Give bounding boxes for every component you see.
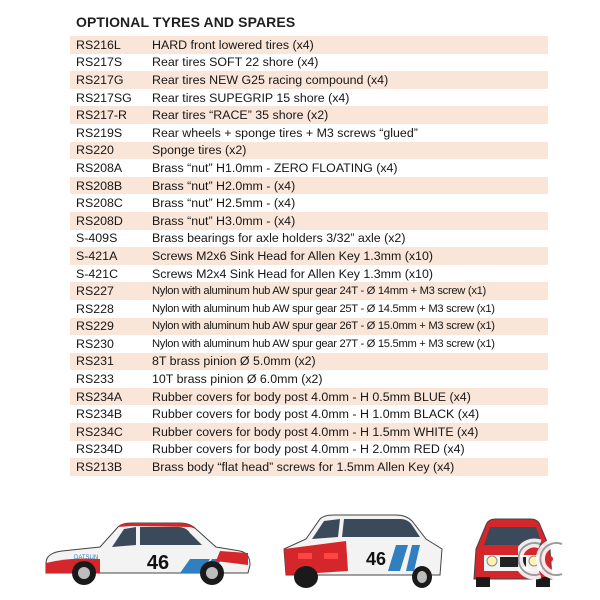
race-number: 46 (146, 552, 170, 574)
table-row (70, 124, 548, 142)
part-description: Rubber covers for body post 4.0mm - H 1.0mm BLACK (x4) (152, 407, 480, 422)
table-row (70, 282, 548, 300)
table-row (70, 142, 548, 160)
part-code: RS233 (76, 372, 114, 387)
part-description: Sponge tires (x2) (152, 143, 247, 158)
section-heading: OPTIONAL TYRES AND SPARES (76, 14, 296, 30)
part-code: RS217G (76, 72, 124, 87)
part-code: RS231 (76, 354, 114, 369)
watermark-logo-icon (518, 536, 580, 582)
part-description: 10T brass pinion Ø 6.0mm (x2) (152, 372, 323, 387)
part-code: RS234A (76, 389, 123, 404)
table-row (70, 212, 548, 230)
table-row (70, 335, 548, 353)
sponsor-decal: DATSUN (74, 555, 99, 561)
part-code: RS208B (76, 178, 123, 193)
table-row (70, 177, 548, 195)
part-code: RS234D (76, 442, 123, 457)
table-row (70, 388, 548, 406)
part-code: S-421A (76, 248, 118, 263)
table-row (70, 458, 548, 476)
car-images (0, 505, 600, 600)
table-row (70, 106, 548, 124)
part-description: Rear tires NEW G25 racing compound (x4) (152, 72, 389, 87)
table-row (70, 36, 548, 54)
part-code: RS229 (76, 319, 114, 334)
part-code: S-421C (76, 266, 119, 281)
part-code: RS217SG (76, 90, 132, 105)
table-row (70, 370, 548, 388)
table-row (70, 194, 548, 212)
parts-table (70, 36, 548, 476)
part-description: 8T brass pinion Ø 5.0mm (x2) (152, 354, 316, 369)
table-row (70, 265, 548, 283)
table-row (70, 159, 548, 177)
table-row (70, 300, 548, 318)
part-description: Brass “nut” H2.0mm - (x4) (152, 178, 296, 193)
part-description: Rear wheels + sponge tires + M3 screws “glued” (152, 125, 418, 140)
part-description: Rear tires SUPEGRIP 15 shore (x4) (152, 90, 350, 105)
part-description: Brass “nut” H2.5mm - (x4) (152, 196, 296, 211)
part-description: Nylon with aluminum hub AW spur gear 24T - Ø 14mm + M3 screw (x1) (152, 285, 486, 298)
part-code: RS208D (76, 213, 123, 228)
part-code: RS234B (76, 407, 123, 422)
part-code: RS227 (76, 284, 114, 299)
part-code: RS230 (76, 336, 114, 351)
table-row (70, 318, 548, 336)
part-code: RS208C (76, 196, 123, 211)
car-side-view (40, 513, 254, 591)
table-row (70, 71, 548, 89)
table-row (70, 441, 548, 459)
part-description: Rear tires SOFT 22 shore (x4) (152, 55, 319, 70)
part-code: RS234C (76, 424, 123, 439)
part-code: RS228 (76, 301, 114, 316)
part-description: Rubber covers for body post 4.0mm - H 1.5mm WHITE (x4) (152, 424, 479, 439)
table-row (70, 54, 548, 72)
part-code: RS216L (76, 37, 121, 52)
part-description: Brass “nut” H1.0mm - ZERO FLOATING (x4) (152, 160, 398, 175)
car-rear-view (276, 509, 448, 591)
part-code: RS219S (76, 125, 123, 140)
race-number-rear: 46 (365, 549, 387, 569)
table-row (70, 353, 548, 371)
part-description: Rear tires “RACE” 35 shore (x2) (152, 108, 329, 123)
part-code: RS217S (76, 55, 123, 70)
part-description: Brass “nut” H3.0mm - (x4) (152, 213, 296, 228)
table-row (70, 405, 548, 423)
part-description: Brass body “flat head” screws for 1.5mm Allen Key (x4) (152, 460, 455, 475)
part-description: Screws M2x4 Sink Head for Allen Key 1.3mm (x10) (152, 266, 433, 281)
part-description: Nylon with aluminum hub AW spur gear 27T - Ø 15.5mm + M3 screw (x1) (152, 337, 495, 350)
table-row (70, 423, 548, 441)
table-row (70, 247, 548, 265)
part-description: Nylon with aluminum hub AW spur gear 26T - Ø 15.0mm + M3 screw (x1) (152, 320, 495, 333)
part-description: HARD front lowered tires (x4) (152, 37, 314, 52)
part-code: RS217-R (76, 108, 127, 123)
part-description: Nylon with aluminum hub AW spur gear 25T - Ø 14.5mm + M3 screw (x1) (152, 302, 495, 315)
part-description: Rubber covers for body post 4.0mm - H 2.0mm RED (x4) (152, 442, 465, 457)
table-row (70, 89, 548, 107)
part-code: RS208A (76, 160, 123, 175)
part-code: RS220 (76, 143, 114, 158)
table-row (70, 230, 548, 248)
part-description: Screws M2x6 Sink Head for Allen Key 1.3mm (x10) (152, 248, 433, 263)
part-description: Brass bearings for axle holders 3/32” axle (x2) (152, 231, 406, 246)
part-code: RS213B (76, 460, 123, 475)
part-description: Rubber covers for body post 4.0mm - H 0.5mm BLUE (x4) (152, 389, 471, 404)
part-code: S-409S (76, 231, 118, 246)
